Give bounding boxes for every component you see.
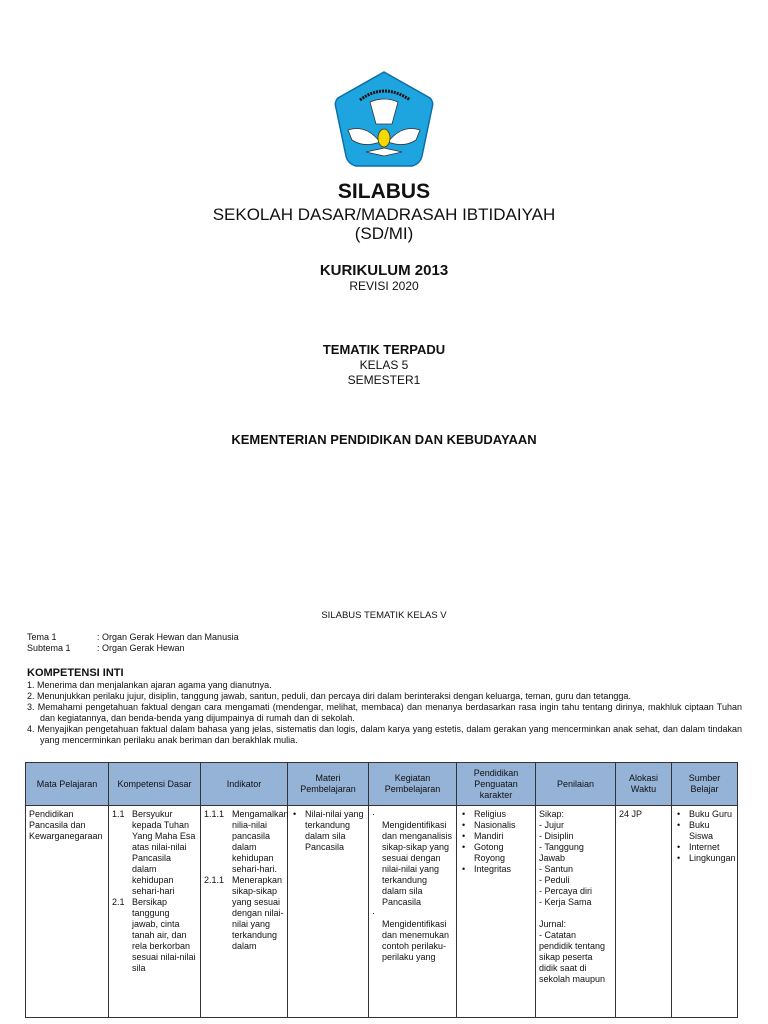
school-level: SEKOLAH DASAR/MADRASAH IBTIDAIYAH	[212, 205, 556, 224]
ind-text: Mengamalkan nilia-nilai pancasila dalam kehidupan sehari-hari.	[232, 809, 289, 874]
header-mapel: Mata Pelajaran	[26, 763, 109, 806]
document-title: SILABUS	[337, 180, 431, 203]
kegiatan-item: Mengidentifikasi dan menganalisis sikap-sikap yang sesuai dengan nilai-nilai yang terkandung dalam sila Pancasila	[382, 820, 453, 907]
header-sumber: Sumber Belajar	[672, 763, 738, 806]
revision: REVISI 2020	[349, 279, 419, 293]
ind-num: 2.1.1	[204, 875, 225, 885]
subtema-label: Subtema 1	[27, 643, 71, 653]
ind-num: 1.1.1	[204, 809, 225, 819]
cell-indikator	[201, 806, 288, 1018]
cell-karakter	[457, 806, 536, 1018]
header-penilaian: Penilaian	[536, 763, 616, 806]
header-materi: Materi Pembelajaran	[288, 763, 369, 806]
grade: KELAS 5	[359, 358, 409, 372]
sumber-item: • Buku Guru	[675, 809, 734, 820]
cell-kegiatan: · Mengidentifikasi dan menganalisis sikap-sikap yang sesuai dengan nilai-nilai yang terkandung dalam sila Pancasila · Mengidentifikasi dan menemukan contoh perilaku-perilaku yang	[369, 806, 457, 1018]
sikap-item: - Kerja Sama	[539, 897, 592, 907]
kegiatan-item: Mengidentifikasi dan menemukan contoh perilaku-perilaku yang	[382, 919, 450, 962]
ki-item: 2. Menunjukkan perilaku jujur, disiplin, tanggung jawab, santun, peduli, dan percaya diri dalam berinteraksi dengan keluarga, teman, guru dan tetangga.	[27, 691, 631, 701]
curriculum: KURIKULUM 2013	[319, 262, 449, 279]
sumber-item: • Internet	[675, 842, 734, 853]
ki-item: 1. Menerima dan menjalankan ajaran agama yang dianutnya.	[27, 680, 272, 690]
sumber-item: • Lingkungan	[675, 853, 734, 864]
jurnal-item: - Catatan pendidik tentang sikap peserta didik saat di sekolah maupun	[539, 930, 606, 984]
header-alokasi: Alokasi Waktu	[616, 763, 672, 806]
kd-text: Bersyukur kepada Tuhan Yang Maha Esa atas nilai-nilai Pancasila dalam kehidupan sehari-hari	[132, 809, 196, 896]
sikap-item: - Santun	[539, 864, 574, 874]
sikap-item: - Disiplin	[539, 831, 574, 841]
karakter-item: • Mandiri	[460, 831, 532, 842]
sikap-label: Sikap:	[539, 809, 565, 819]
sikap-item: - Tanggung Jawab	[539, 842, 584, 863]
section-title: SILABUS TEMATIK KELAS V	[321, 610, 447, 621]
tema-label: Tema 1	[27, 632, 57, 642]
header-kegiatan: Kegiatan Pembelajaran	[369, 763, 457, 806]
cell-sumber	[672, 806, 738, 1018]
syllabus-table	[25, 762, 738, 1018]
tut-wuri-handayani-logo	[330, 68, 438, 174]
karakter-item: • Gotong Royong	[460, 842, 532, 864]
karakter-item: • Religius	[460, 809, 532, 820]
cell-kd	[109, 806, 201, 1018]
sikap-item: - Jujur	[539, 820, 565, 830]
cell-alokasi: 24 JP	[616, 806, 672, 1018]
cell-penilaian	[536, 806, 616, 1018]
header-kd: Kompetensi Dasar	[109, 763, 201, 806]
ki-item: 3. Memahami pengetahuan faktual dengan cara mengamati (mendengar, melihat, membaca) dan menanya berdasarkan rasa ingin tahu tentang dirinya, makhluk ciptaan Tuhan dan kegiatannya, dan benda-benda yang dijumpainya di rumah dan di sekolah.	[27, 702, 742, 723]
kd-num: 2.1	[112, 897, 125, 907]
ki-item: 4. Menyajikan pengetahuan faktual dalam bahasa yang jelas, sistematis dan logis, dalam karya yang estetis, dalam gerakan yang mencerminkan anak sehat, dan dalam tindakan yang mencerminkan perilaku anak beriman dan berakhlak mulia.	[27, 724, 742, 745]
sikap-item: - Percaya diri	[539, 886, 593, 896]
header-karakter: Pendidikan Penguatan karakter	[457, 763, 536, 806]
theme-title: TEMATIK TERPADU	[322, 342, 446, 357]
kompetensi-inti	[27, 668, 742, 746]
ind-text: Menerapkan sikap-sikap yang sesuai dengan nilai-nilai yang terkandung dalam	[232, 875, 284, 951]
materi-item: • Nilai-nilai yang terkandung dalam sila Pancasila	[291, 809, 365, 853]
tema-info	[27, 632, 239, 654]
kd-num: 1.1	[112, 809, 125, 819]
school-abbr: (SD/MI)	[354, 224, 414, 243]
header-indikator: Indikator	[201, 763, 288, 806]
ministry: KEMENTERIAN PENDIDIKAN DAN KEBUDAYAAN	[231, 432, 537, 447]
semester: SEMESTER1	[347, 373, 421, 387]
ki-heading: KOMPETENSI INTI	[27, 667, 124, 679]
karakter-item: • Integritas	[460, 864, 532, 875]
cell-mapel: Pendidikan Pancasila dan Kewarganegaraan	[26, 806, 109, 1018]
tema-value: : Organ Gerak Hewan dan Manusia	[97, 632, 239, 642]
subtema-value: : Organ Gerak Hewan	[97, 643, 185, 653]
karakter-item: • Nasionalis	[460, 820, 532, 831]
table-row	[26, 806, 738, 1018]
table-header-row	[26, 763, 738, 806]
jurnal-label: Jurnal:	[539, 919, 567, 929]
sumber-item: • Buku Siswa	[675, 820, 734, 842]
sikap-item: - Peduli	[539, 875, 570, 885]
kd-text: Bersikap tanggung jawab, cinta tanah air, dan rela berkorban sesuai nilai-nilai sila	[132, 897, 196, 973]
cell-materi	[288, 806, 369, 1018]
